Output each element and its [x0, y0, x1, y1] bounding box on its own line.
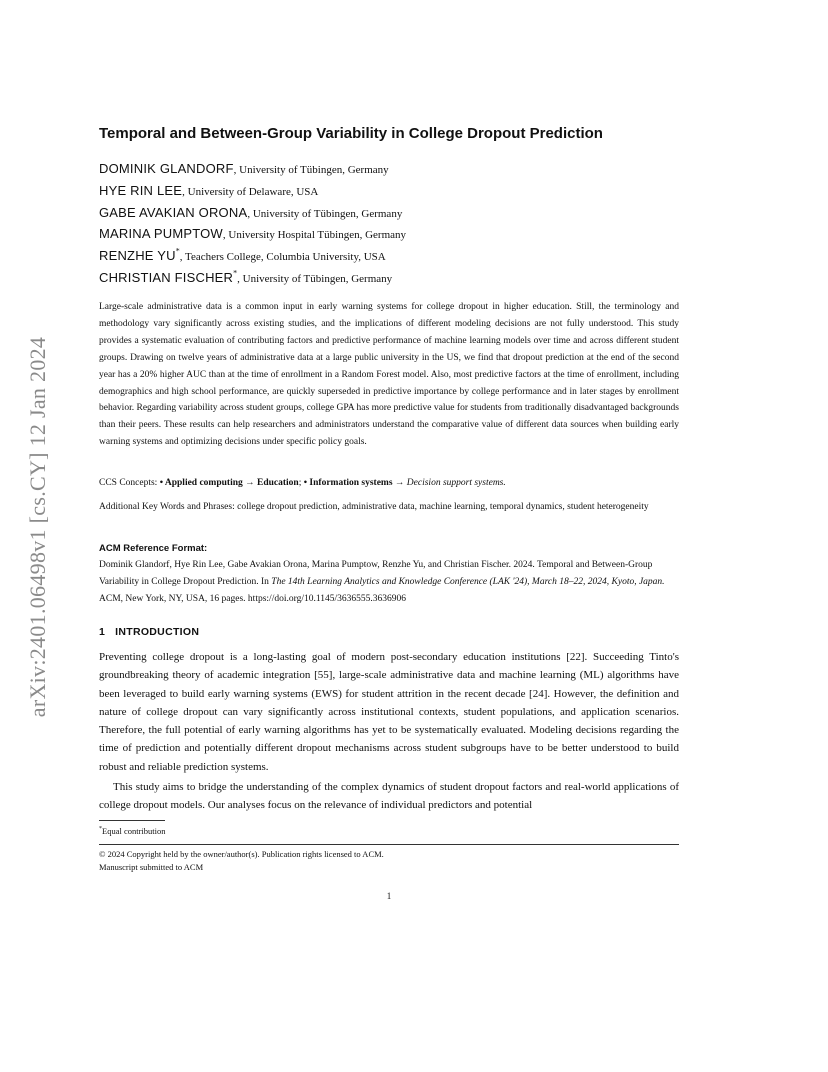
- ccs-concept-2-detail: Decision support systems.: [404, 478, 506, 488]
- author-affiliation: , University of Tübingen, Germany: [247, 207, 403, 220]
- ccs-separator: ;: [298, 478, 304, 488]
- ccs-concept-2: • Information systems →: [303, 478, 405, 488]
- author-entry: [99, 245, 699, 267]
- author-name: DOMINIK GLANDORF: [99, 161, 234, 176]
- author-name: RENZHE YU: [99, 248, 176, 264]
- author-name: MARINA PUMPTOW: [99, 226, 223, 242]
- author-affiliation: , University of Tübingen, Germany: [237, 272, 393, 285]
- acm-reference-citation: Dominik Glandorf, Hye Rin Lee, Gabe Avakian Orona, Marina Pumptow, Renzhe Yu, and Christian Fischer. 2024. Temporal and Between-Group Variability in College Dropout Prediction. In: [99, 560, 653, 588]
- author-entry: [99, 180, 699, 202]
- abstract: Large-scale administrative data is a common input in early warning systems for college dropout in higher education. Still, the terminology and methodology vary significantly across existing studies, and the implications of different modeling decisions are not fully understood. This study provides a systematic evaluation of contributing factors and predictive performance of machine learning models over time and across different student groups. Drawing on twelve years of administrative data at a large public university in the US, we find that dropout prediction at the end of the second year has a 20% higher AUC than at the time of enrollment in a Random Forest model. Also, most predictive factors at the time of enrollment, including demographics and high school performance, are quickly superseded in predictive importance by college performance and in later stages by enrollment behavior. Regarding variability across student groups, college GPA has more predictive value for students from traditionally disadvantaged backgrounds than their peers. These results can help researchers and administrators understand the comparative value of different data sources when building early warning systems and optimizing decisions under specific policy goals.: [99, 302, 679, 448]
- section-heading: [99, 626, 199, 638]
- author-entry: [99, 202, 699, 224]
- author-affiliation: , University Hospital Tübingen, Germany: [222, 229, 407, 242]
- ccs-prefix: CCS Concepts:: [99, 478, 160, 488]
- author-mark: *: [175, 246, 180, 256]
- acm-reference-doi: ACM, New York, NY, USA, 16 pages. https://doi.org/10.1145/3636555.3636906: [99, 594, 407, 605]
- author-affiliation: , Teachers College, Columbia University, USA: [179, 251, 386, 264]
- ccs-concept-1: • Applied computing → Education: [159, 478, 299, 488]
- footnote: [99, 823, 166, 837]
- ccs-concepts: [99, 475, 679, 492]
- author-entry: [99, 158, 699, 180]
- copyright-block: [99, 848, 384, 874]
- paper-title: Temporal and Between-Group Variability in College Dropout Prediction: [99, 125, 603, 142]
- footnote-text: Equal contribution: [102, 825, 166, 836]
- section-number: 1: [99, 626, 106, 638]
- footnote-divider: [99, 820, 165, 821]
- acm-reference-text: [99, 557, 679, 609]
- acm-reference-venue: The 14th Learning Analytics and Knowledge Conference (LAK '24), March 18–22, 2024, Kyoto, Japan.: [271, 577, 665, 588]
- section-title: INTRODUCTION: [115, 626, 200, 638]
- footnote-mark: *: [99, 826, 102, 832]
- author-entry: [99, 223, 699, 245]
- manuscript-note: Manuscript submitted to ACM: [99, 862, 204, 872]
- arxiv-identifier: arXiv:2401.06498v1 [cs.CY] 12 Jan 2024: [25, 336, 50, 718]
- copyright-divider: [99, 844, 679, 845]
- author-affiliation: , University of Delaware, USA: [182, 185, 319, 198]
- author-entry: [99, 267, 699, 289]
- body-paragraph: This study aims to bridge the understanding of the complex dynamics of student dropout factors and real-world applications of college dropout models. Our analyses focus on the relevance of individual predictors and potential: [99, 781, 679, 812]
- author-affiliation: , University of Tübingen, Germany: [233, 164, 389, 176]
- acm-reference-heading: ACM Reference Format:: [99, 543, 208, 554]
- arxiv-sidebar: [16, 292, 60, 762]
- keywords: Additional Key Words and Phrases: college dropout prediction, administrative data, machine learning, temporal dynamics, student heterogeneity: [99, 502, 649, 512]
- copyright-notice: © 2024 Copyright held by the owner/author(s). Publication rights licensed to ACM.: [99, 849, 384, 859]
- author-list: [99, 158, 699, 289]
- author-name: CHRISTIAN FISCHER: [99, 269, 234, 285]
- body-paragraph: Preventing college dropout is a long-lasting goal of modern post-secondary education institutions [22]. Succeeding Tinto's groundbreaking theory of academic integration [55], large-scale administrative data and machine learning (ML) algorithms have been leveraged to build early warning systems (EWS) for student attrition in the recent decade [24]. However, the definition and nature of college dropout can vary significantly across institutional contexts, student populations, and application scenarios. Therefore, the full potential of early warning algorithms has yet to be systematically evaluated. Modeling decisions regarding the time of prediction and potentially different dropout mechanisms across student subgroups have to be better understood to build robust and reliable prediction systems.: [99, 651, 679, 773]
- author-name: GABE AVAKIAN ORONA: [99, 204, 248, 220]
- page-number: 1: [386, 891, 392, 901]
- author-mark: *: [233, 268, 238, 278]
- author-name: HYE RIN LEE: [99, 182, 183, 198]
